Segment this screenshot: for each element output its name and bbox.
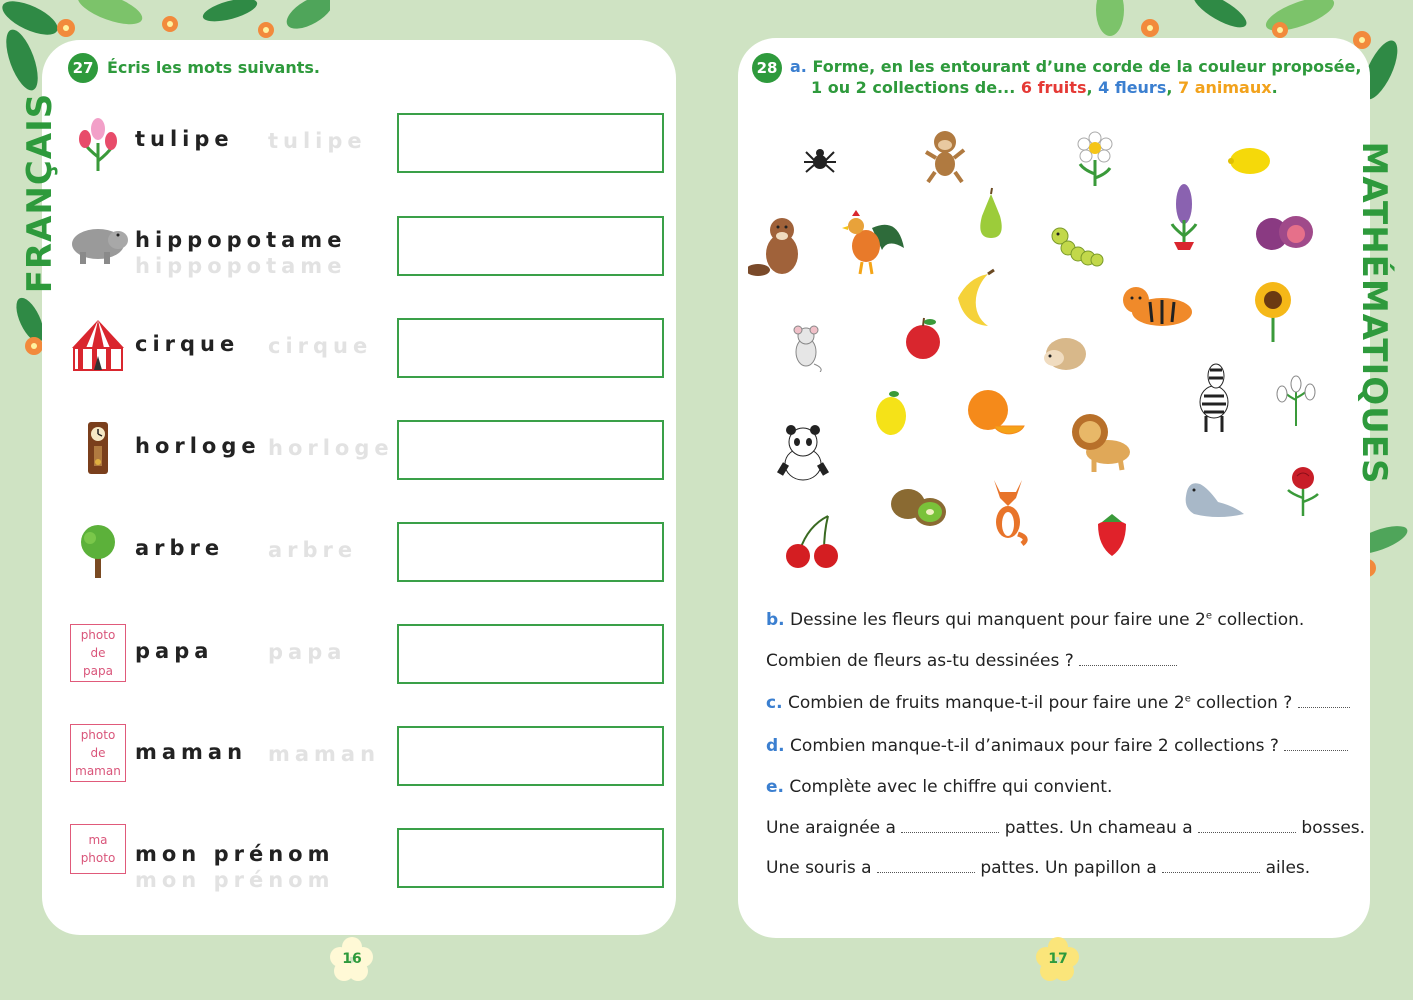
tiger-icon	[1116, 278, 1198, 334]
page-number-16: 16	[330, 937, 374, 981]
trace-word: hippopotame	[135, 254, 347, 278]
panda-icon	[776, 424, 830, 482]
model-word: hippopotame	[135, 228, 347, 252]
answer-blank-d[interactable]	[1284, 738, 1348, 751]
answer-blank-souris[interactable]	[877, 860, 975, 873]
word-row-mon-prenom	[68, 828, 668, 898]
answer-blank-araignee[interactable]	[901, 820, 999, 833]
word-row-maman	[68, 726, 668, 796]
spider-icon	[800, 140, 840, 180]
trace-word: cirque	[268, 334, 373, 358]
page-number-17: 17	[1036, 937, 1080, 981]
exercise-number-27: 27	[68, 53, 98, 83]
clock-icon	[68, 420, 128, 480]
model-word: maman	[135, 740, 248, 764]
hedgehog-icon	[1040, 330, 1090, 374]
answer-blank-c[interactable]	[1298, 695, 1350, 708]
writing-box-horloge[interactable]	[397, 420, 664, 480]
tulip-icon	[68, 113, 128, 173]
answer-blank-papillon[interactable]	[1162, 860, 1260, 873]
writing-box-arbre[interactable]	[397, 522, 664, 582]
writing-box-mon-prenom[interactable]	[397, 828, 664, 888]
trace-word: arbre	[268, 538, 358, 562]
writing-box-cirque[interactable]	[397, 318, 664, 378]
question-b2: Combien de fleurs as-tu dessinées ?	[766, 651, 1177, 671]
answer-blank-chameau[interactable]	[1198, 820, 1296, 833]
lemon-icon	[872, 388, 910, 438]
sunflower-icon	[1248, 280, 1298, 342]
question-e: e. Complète avec le chiffre qui convient.	[766, 777, 1113, 797]
snowdrop-icon	[1270, 370, 1322, 426]
word-row-cirque	[68, 318, 668, 388]
model-word: horloge	[135, 434, 261, 458]
model-word: tulipe	[135, 127, 234, 151]
monkey-icon	[922, 128, 968, 184]
question-b: b. Dessine les fleurs qui manquent pour faire une 2e collection.	[766, 610, 1305, 630]
banana-icon	[948, 268, 1004, 330]
fig-icon	[1252, 210, 1318, 254]
writing-box-papa[interactable]	[397, 624, 664, 684]
answer-blank-b[interactable]	[1079, 653, 1177, 666]
photo-placeholder-ma-photo: ma photo	[70, 824, 126, 874]
model-word: arbre	[135, 536, 225, 560]
word-row-tulipe	[68, 113, 668, 183]
hippopotamus-icon	[68, 216, 128, 276]
exercise-instruction: Écris les mots suivants.	[107, 58, 320, 77]
orange-icon	[964, 386, 1026, 438]
trace-word: mon prénom	[135, 868, 335, 892]
pear-icon	[972, 186, 1010, 242]
question-e-line1: Une araignée a pattes. Un chameau a bosses.	[766, 818, 1366, 838]
writing-box-maman[interactable]	[397, 726, 664, 786]
writing-box-hippopotame[interactable]	[397, 216, 664, 276]
zebra-icon	[1190, 362, 1238, 434]
exercise-number-28: 28	[752, 53, 782, 83]
photo-placeholder-maman: photo de maman	[70, 724, 126, 782]
hyacinth-icon	[1166, 180, 1202, 252]
cherries-icon	[778, 512, 848, 572]
writing-box-tulipe[interactable]	[397, 113, 664, 173]
daisy-icon	[1070, 130, 1120, 188]
circus-tent-icon	[68, 318, 128, 378]
question-d: d. Combien manque-t-il d’animaux pour faire 2 collections ?	[766, 736, 1348, 756]
mouse-icon	[786, 324, 826, 372]
trace-word: papa	[268, 640, 347, 664]
trace-word: tulipe	[268, 129, 367, 153]
kiwi-icon	[888, 484, 950, 530]
exercise-28a-line1: a. Forme, en les entourant d’une corde de la couleur proposée,	[790, 57, 1362, 76]
beaver-icon	[748, 214, 810, 280]
seal-icon	[1178, 476, 1248, 522]
word-row-horloge	[68, 420, 668, 490]
photo-placeholder-papa: photo de papa	[70, 624, 126, 682]
subject-label-mathematiques: MATHÉMATIQUES	[1354, 141, 1394, 485]
model-word: mon prénom	[135, 842, 335, 866]
model-word: papa	[135, 639, 214, 663]
fox-icon	[986, 478, 1030, 546]
strawberry-icon	[1092, 508, 1132, 558]
lion-icon	[1066, 408, 1136, 474]
caterpillar-icon	[1046, 222, 1104, 272]
exercise-28a-line2: 1 ou 2 collections de... 6 fruits, 4 fleurs, 7 animaux.	[811, 78, 1278, 97]
rooster-icon	[838, 208, 908, 278]
word-row-arbre	[68, 522, 668, 592]
tree-icon	[68, 522, 128, 582]
trace-word: maman	[268, 742, 381, 766]
trace-word: horloge	[268, 436, 394, 460]
model-word: cirque	[135, 332, 240, 356]
word-row-hippopotame	[68, 216, 668, 286]
word-row-papa	[68, 624, 668, 694]
animaux-count: 7 animaux	[1178, 78, 1272, 97]
apple-icon	[902, 316, 944, 362]
subject-label-francais: FRANÇAIS	[20, 92, 60, 294]
rose-icon	[1280, 464, 1326, 516]
question-c: c. Combien de fruits manque-t-il pour faire une 2e collection ?	[766, 693, 1350, 713]
fleurs-count: 4 fleurs	[1098, 78, 1167, 97]
lemon-icon	[1226, 144, 1274, 178]
fruits-count: 6 fruits	[1020, 78, 1087, 97]
question-e-line2: Une souris a pattes. Un papillon a ailes.	[766, 858, 1311, 878]
